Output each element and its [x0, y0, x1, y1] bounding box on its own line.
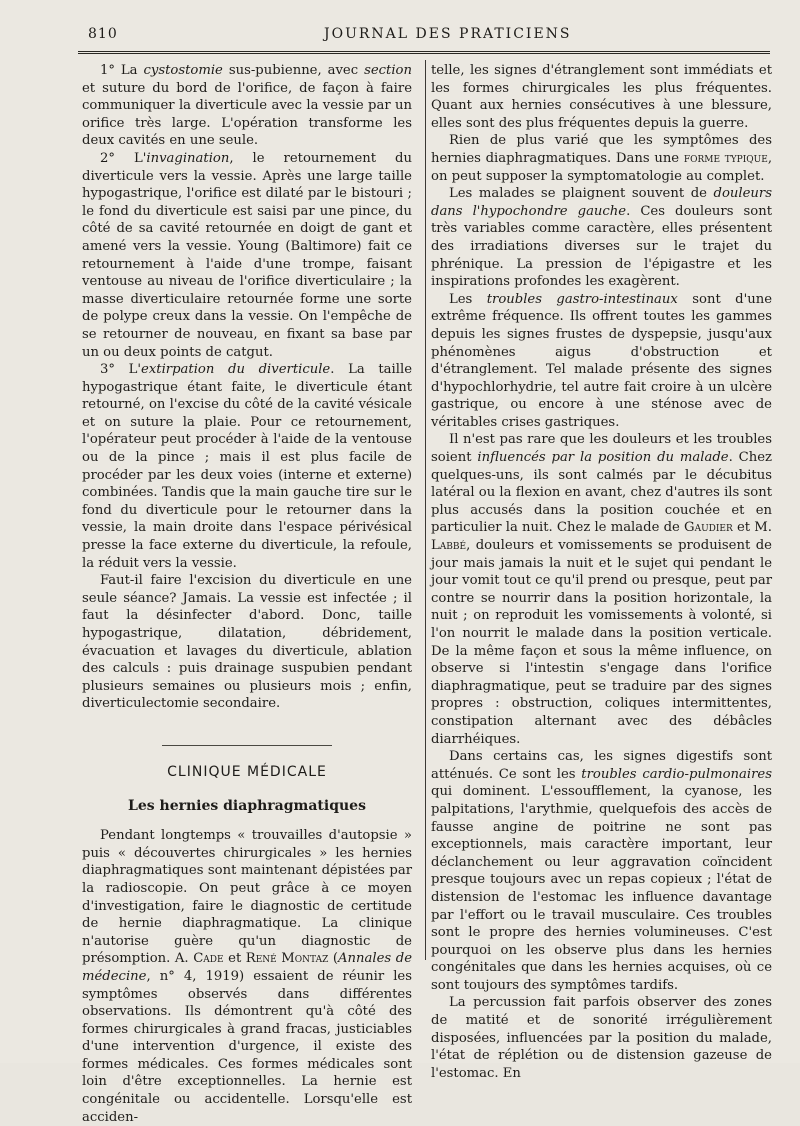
paragraph-troubles-gastro: Les troubles gastro-intestinaux sont d'une extrême fréquence. Ils offrent toutes les gammes depuis les signes frustes de dyspepsie, jusqu'aux phénomènes aigus d'obstruction et d'étranglement. Tel malade présente des signes d'hypochlorhydrie, tel autre fait croire à un ulcère gastrique, ou encore à une sténose avec de véritables crises gastriques. — [431, 291, 772, 430]
paragraph-invagination: 2° L'invagination, le retournement du diverticule vers la vessie. Après une large taille hypogastrique, l'orifice est dilaté par le bistouri ; le fond du diverticule est saisi par une pince, du côté de sa cavité retournée en doigt de gant et amené vers la vessie. Young (Baltimore) fait ce retournement à l'aide d'une trompe, faisant ventouse au niveau de l'orifice diverticulaire ; la masse diverticulaire retournée forme une sorte de polype creux dans la vessie. On l'empêche de se retourner de nouveau, en fixant sa base par un ou deux points de catgut. — [82, 150, 412, 360]
running-header — [88, 26, 778, 46]
paragraph-intro-hernies: Pendant longtemps « trouvailles d'autopsie » puis « découvertes chirurgicales » les hernies diaphragmatiques sont maintenant dépistées par la radioscopie. On peut grâce à ce moyen d'investigation, faire le diagnostic de certitude de hernie diaphragmatique. La clinique n'autorise guère qu'un diagnostic de présomption. A. Cade et René Montaz (Annales de médecine, n° 4, 1919) essaient de réunir les symptômes observés dans différentes observations. Ils démontrent qu'à côté des formes chirurgicales à grand fracas, justiciables d'une intervention d'urgence, il existe des formes médicales. Ces formes médicales sont loin d'être exceptionnelles. La hernie est congénitale ou accidentelle. Lorsqu'elle est acciden- — [82, 828, 412, 1125]
article-title: Les hernies diaphragmatiques — [128, 797, 366, 814]
journal-title: JOURNAL DES PRATICIENS — [324, 26, 572, 42]
paragraph-cardio-pulmonaires: Dans certains cas, les signes digestifs sont atténués. Ce sont les troubles cardio-pulmonaires qui dominent. L'essoufflement, la cyanose, les palpitations, l'arythmie, quelquefois des accès de fausse angine de poitrine ne sont pas exceptionnels, mais caractère important, leur déclanchement ou leur aggravation coïncident presque toujours avec un repas copieux ; l'état de distension de l'estomac les influence davantage par l'effort ou le travail musculaire. Ces troubles sont le propre des hernies volumineuses. C'est pourquoi on les observe plus dans les hernies congénitales que dans les hernies acquises, où ce sont toujours des symptômes tardifs. — [431, 749, 772, 993]
section-heading: CLINIQUE MÉDICALE — [82, 745, 412, 782]
column-divider — [425, 60, 426, 960]
paragraph-continuation: telle, les signes d'étranglement sont immédiats et les formes chirurgicales les plus fréquentes. Quant aux hernies consécutives à une blessure, elles sont des plus fréquentes depuis la guerre. — [431, 63, 772, 131]
right-column — [431, 62, 772, 1082]
paragraph-excision: Faut-il faire l'excision du diverticule en une seule séance? Jamais. La vessie est infectée ; il faut la désinfecter d'abord. Donc, taille hypogastrique, dilatation, débridement, évacuation et lavages du diverticule, ablation des calculs : puis drainage suspubien pendant plusieurs semaines ou plusieurs mois ; enfin, diverticulectomie secondaire. — [82, 573, 412, 712]
paragraph-position: Il n'est pas rare que les douleurs et les troubles soient influencés par la position du malade. Chez quelques-uns, ils sont calmés par le décubitus latéral ou la flexion en avant, chez d'autres ils sont plus accusés dans la position couchée et en particulier la nuit. Chez le malade de Gaudier et M. Labbé, douleurs et vomissements se produisent de jour mais jamais la nuit et le sujet qui pendant le jour vomit tout ce qu'il prend ou presque, peut par contre se nourrir dans la position horizontale, la nuit ; on reproduit les vomissements à volonté, si l'on nourrit le malade dans la position verticale. De la même façon et sous la même influence, on observe si l'intestin s'engage dans l'orifice diaphragmatique, peut se traduire par des signes propres : obstruction, coliques intermittentes, constipation alternant avec des débâcles diarrhéiques. — [431, 432, 773, 747]
page-number: 810 — [88, 26, 118, 42]
header-rule — [78, 51, 770, 54]
paragraph-douleurs: Les malades se plaignent souvent de douleurs dans l'hypochondre gauche. Ces douleurs sont très variables comme caractère, elles présentent des irradiations diverses sur le trajet du phrénique. La pression de l'épigastre et les inspirations profondes les exagèrent. — [431, 186, 772, 290]
paragraph-symptomes: Rien de plus varié que les symptômes des hernies diaphragmatiques. Dans une forme typique, on peut supposer la symptomatologie au complet. — [431, 133, 773, 184]
paragraph-cystostomie: 1° La cystostomie sus-pubienne, avec section et suture du bord de l'orifice, de façon à faire communiquer la diverticule avec la vessie par un orifice très large. L'opération transforme les deux cavités en une seule. — [82, 63, 412, 149]
paragraph-extirpation: 3° L'extirpation du diverticule. La taille hypogastrique étant faite, le diverticule étant retourné, on l'excise du côté de la cavité vésicale et on suture la plaie. Pour ce retournement, l'opérateur peut procéder à l'aide de la ventouse ou de la pince ; mais il est plus facile de procéder par les deux voies (interne et externe) combinées. Tandis que la main gauche tire sur le fond du diverticule pour le retourner dans la vessie, la main droite dans l'espace périvésical presse la face externe du diverticule, la refoule, la réduit vers la vessie. — [82, 362, 412, 571]
left-column — [82, 62, 412, 1126]
paragraph-percussion: La percussion fait parfois observer des zones de matité et de sonorité irrégulièrement disposées, influencées par la position du malade, l'état de réplétion ou de distension gazeuse de l'estomac. En — [431, 995, 772, 1081]
